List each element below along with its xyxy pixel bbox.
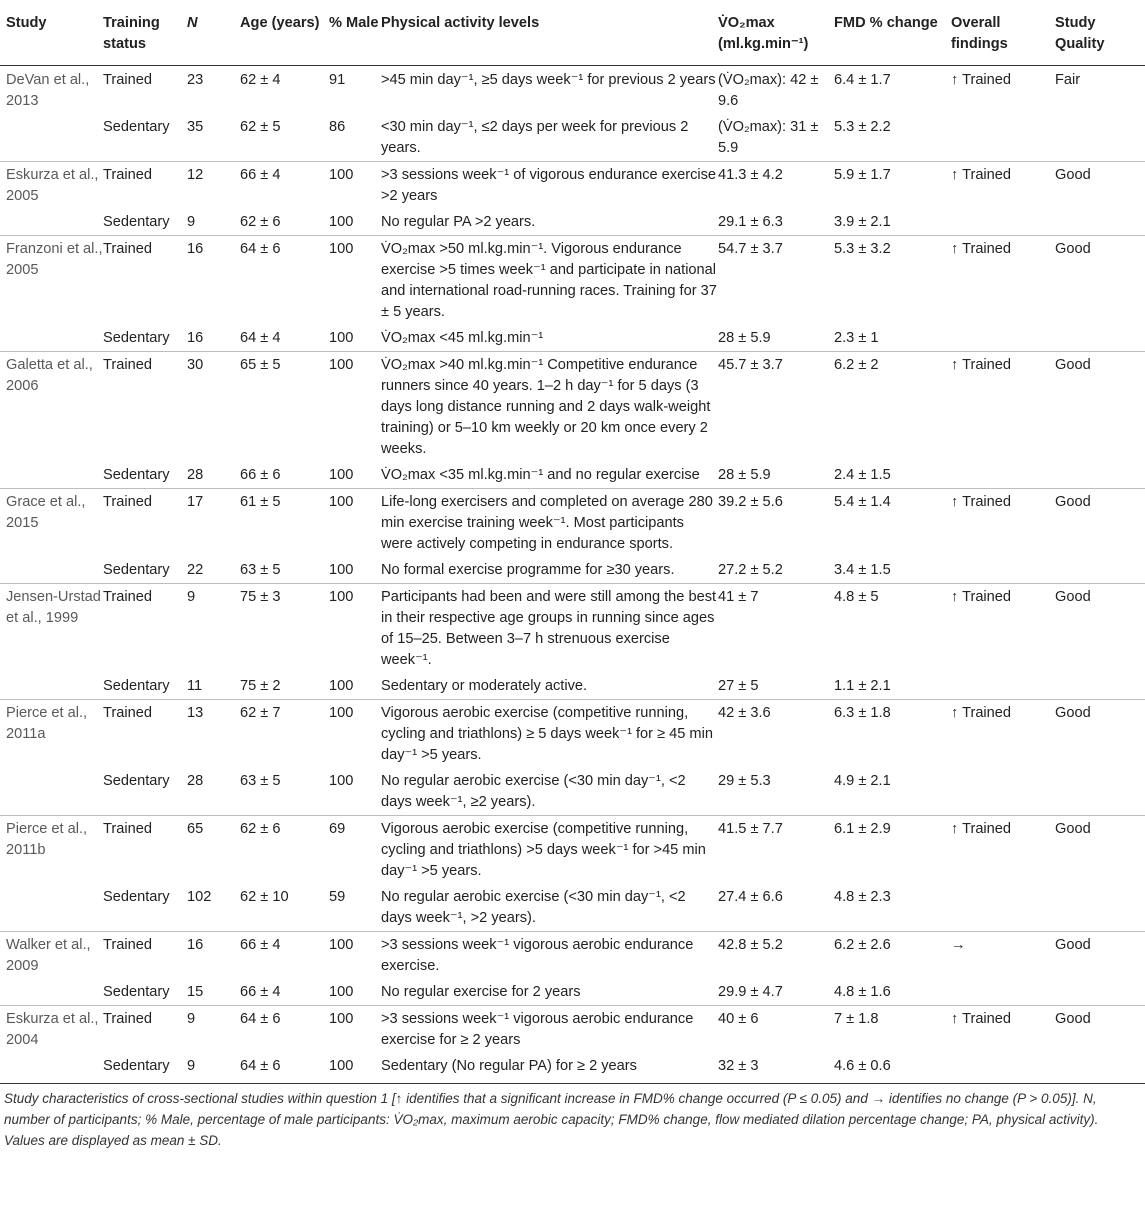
male-cell: 100 [329, 1006, 381, 1054]
n-cell: 16 [187, 932, 240, 980]
overall-findings-cell [951, 209, 1055, 236]
overall-findings-cell [951, 1053, 1055, 1079]
training-status-cell: Sedentary [103, 984, 170, 1000]
training-status-cell: Trained [103, 932, 187, 980]
overall-findings-cell [951, 557, 1055, 584]
age-cell: 75 ± 3 [240, 584, 329, 674]
physical-activity-cell: V̇O₂max <45 ml.kg.min⁻¹ [381, 330, 544, 346]
fmd-cell: 7 ± 1.8 [834, 1006, 951, 1054]
vo2max-cell: 41 ± 7 [718, 584, 834, 674]
table-row [0, 114, 1145, 162]
study-quality-cell [1055, 1053, 1145, 1079]
age-cell: 65 ± 5 [240, 352, 329, 463]
vo2max-cell: 28 ± 5.9 [718, 467, 771, 483]
physical-activity-cell: V̇O₂max >40 ml.kg.min⁻¹ Competitive endurance runners since 40 years. 1–2 h day⁻¹ for 5 days (3 days long distance running and 2 days walk-weight training) or 5–10 km weekly or 20 km once every 2 weeks. [381, 352, 718, 463]
fmd-cell: 4.8 ± 1.6 [834, 984, 891, 1000]
n-cell: 9 [187, 1058, 196, 1074]
training-status-cell: Sedentary [103, 889, 170, 905]
male-cell: 100 [329, 984, 354, 1000]
study-quality-cell [1055, 768, 1145, 816]
table-row [0, 462, 1145, 489]
overall-findings-cell [951, 114, 1055, 162]
physical-activity-cell: <30 min day⁻¹, ≤2 days per week for previous 2 years. [381, 119, 689, 156]
overall-findings-cell [951, 325, 1055, 352]
vo2max-cell: 29.9 ± 4.7 [718, 984, 783, 1000]
vo2max-cell: 29.1 ± 6.3 [718, 214, 783, 230]
age-cell: 66 ± 6 [240, 467, 281, 483]
vo2max-cell: 28 ± 5.9 [718, 330, 771, 346]
table-row [0, 1006, 1145, 1054]
fmd-cell: 2.3 ± 1 [834, 330, 879, 346]
training-status-cell: Sedentary [103, 214, 170, 230]
physical-activity-cell: No regular aerobic exercise (<30 min day⁻¹, <2 days week⁻¹, >2 years). [381, 889, 686, 926]
vo2max-cell: (V̇O₂max): 31 ± 5.9 [718, 119, 819, 156]
age-cell: 66 ± 4 [240, 932, 329, 980]
header-age: Age (years) [240, 0, 329, 66]
physical-activity-cell: Life-long exercisers and completed on average 280 min exercise training week⁻¹. Most participants were actively competing in endurance sports. [381, 489, 718, 558]
physical-activity-cell: No regular PA >2 years. [381, 214, 536, 230]
vo2max-cell: 42 ± 3.6 [718, 700, 834, 769]
study-quality-cell [1055, 979, 1145, 1006]
physical-activity-cell: No regular aerobic exercise (<30 min day⁻¹, <2 days week⁻¹, ≥2 years). [381, 773, 686, 810]
overall-findings-cell [951, 768, 1055, 816]
fmd-cell: 6.2 ± 2 [834, 352, 951, 463]
header-training-status: Training status [103, 0, 187, 66]
fmd-cell: 4.9 ± 2.1 [834, 773, 891, 789]
male-cell: 100 [329, 162, 381, 210]
n-cell: 9 [187, 214, 196, 230]
n-cell: 30 [187, 352, 240, 463]
study-cell: Walker et al., 2009 [0, 932, 103, 980]
training-status-cell: Trained [103, 236, 187, 326]
age-cell: 62 ± 4 [240, 72, 281, 88]
age-cell: 62 ± 7 [240, 700, 329, 769]
fmd-cell: 6.3 ± 1.8 [834, 700, 951, 769]
table-row [0, 557, 1145, 584]
table-row [0, 768, 1145, 816]
training-status-cell: Sedentary [103, 773, 170, 789]
n-cell: 9 [187, 584, 240, 674]
study-quality-cell: Fair [1055, 72, 1081, 88]
table-header [0, 0, 1145, 66]
n-cell: 9 [187, 1006, 240, 1054]
training-status-cell: Trained [103, 700, 187, 769]
study-cell: Eskurza et al., 2004 [0, 1006, 103, 1054]
n-cell: 23 [187, 72, 204, 88]
vo2max-cell: 29 ± 5.3 [718, 773, 771, 789]
male-cell: 100 [329, 1058, 354, 1074]
overall-findings-cell: ↑ Trained [951, 352, 1055, 463]
study-cell: Pierce et al., 2011b [0, 816, 103, 885]
physical-activity-cell: >45 min day⁻¹, ≥5 days week⁻¹ for previous 2 years [381, 72, 716, 88]
age-cell: 62 ± 10 [240, 889, 289, 905]
vo2max-cell: 39.2 ± 5.6 [718, 489, 834, 558]
study-cell [0, 325, 103, 352]
study-quality-cell: Good [1055, 1006, 1145, 1054]
study-quality-cell [1055, 325, 1145, 352]
study-quality-cell [1055, 673, 1145, 700]
table-caption: Study characteristics of cross-sectional studies within question 1 [↑ identifies that a significant increase in FMD% change occurred (P ≤ 0.05) and → identifies no change (P > 0.05)]. N, number of participants; % Male, percentage of male participants: V̇O₂max, maximum aerobic capacity; FMD% change, flow mediated dilation percentage change; PA, physical activity). Values are displayed as mean ± SD. [4, 1091, 1099, 1148]
male-cell: 100 [329, 352, 381, 463]
age-cell: 63 ± 5 [240, 562, 281, 578]
table-row [0, 66, 1145, 115]
training-status-cell: Trained [103, 72, 152, 88]
training-status-cell: Trained [103, 352, 187, 463]
training-status-cell: Sedentary [103, 678, 170, 694]
vo2max-cell: 27 ± 5 [718, 678, 759, 694]
male-cell: 100 [329, 700, 381, 769]
vo2max-cell: 41.5 ± 7.7 [718, 816, 834, 885]
overall-findings-cell [951, 673, 1055, 700]
study-quality-cell: Good [1055, 816, 1145, 885]
table-row [0, 325, 1145, 352]
training-status-cell: Trained [103, 816, 187, 885]
table-body [0, 66, 1145, 1080]
n-cell: 35 [187, 119, 204, 135]
study-quality-cell: Good [1055, 236, 1145, 326]
training-status-cell: Trained [103, 489, 187, 558]
n-cell: 28 [187, 773, 204, 789]
study-cell [0, 114, 103, 162]
table-row [0, 236, 1145, 326]
fmd-cell: 3.4 ± 1.5 [834, 562, 891, 578]
vo2max-cell: 45.7 ± 3.7 [718, 352, 834, 463]
male-cell: 86 [329, 119, 346, 135]
study-cell [0, 1053, 103, 1079]
vo2max-cell: 27.2 ± 5.2 [718, 562, 783, 578]
age-cell: 64 ± 4 [240, 330, 281, 346]
n-cell: 13 [187, 700, 240, 769]
overall-findings-cell: ↑ Trained [951, 584, 1055, 674]
study-quality-cell [1055, 557, 1145, 584]
header-n: N [187, 0, 240, 66]
age-cell: 66 ± 4 [240, 162, 329, 210]
age-cell: 75 ± 2 [240, 678, 281, 694]
fmd-cell: 4.8 ± 2.3 [834, 889, 891, 905]
physical-activity-cell: >3 sessions week⁻¹ of vigorous endurance exercise >2 years [381, 162, 718, 210]
header-male: % Male [329, 0, 381, 66]
overall-findings-cell [951, 884, 1055, 932]
study-quality-cell [1055, 462, 1145, 489]
male-cell: 100 [329, 678, 354, 694]
study-cell: Galetta et al., 2006 [0, 352, 103, 463]
study-quality-cell [1055, 114, 1145, 162]
physical-activity-cell: Sedentary (No regular PA) for ≥ 2 years [381, 1058, 637, 1074]
study-cell [0, 884, 103, 932]
study-cell [0, 673, 103, 700]
physical-activity-cell: Sedentary or moderately active. [381, 678, 588, 694]
physical-activity-cell: No formal exercise programme for ≥30 years. [381, 562, 675, 578]
physical-activity-cell: Vigorous aerobic exercise (competitive running, cycling and triathlons) >5 days week⁻¹ for >45 min day⁻¹ >5 years. [381, 816, 718, 885]
overall-findings-cell: ↑ Trained [951, 162, 1055, 210]
header-study-quality: Study Quality [1055, 0, 1145, 66]
physical-activity-cell: V̇O₂max >50 ml.kg.min⁻¹. Vigorous endurance exercise >5 times week⁻¹ and participate in national and international road-running races. Training for 37 ± 5 years. [381, 236, 718, 326]
overall-findings-cell: → [951, 932, 1055, 980]
physical-activity-cell: No regular exercise for 2 years [381, 984, 581, 1000]
header-study: Study [0, 0, 103, 66]
table-row [0, 700, 1145, 769]
physical-activity-cell: >3 sessions week⁻¹ vigorous aerobic endurance exercise. [381, 932, 718, 980]
table-row [0, 884, 1145, 932]
study-cell: Grace et al., 2015 [0, 489, 103, 558]
n-cell: 17 [187, 489, 240, 558]
physical-activity-cell: V̇O₂max <35 ml.kg.min⁻¹ and no regular exercise [381, 467, 700, 483]
male-cell: 100 [329, 489, 381, 558]
vo2max-cell: 27.4 ± 6.6 [718, 889, 783, 905]
overall-findings-cell: ↑ Trained [951, 236, 1055, 326]
fmd-cell: 2.4 ± 1.5 [834, 467, 891, 483]
study-quality-cell: Good [1055, 489, 1145, 558]
vo2max-cell: 42.8 ± 5.2 [718, 932, 834, 980]
table-row [0, 162, 1145, 210]
training-status-cell: Sedentary [103, 1058, 170, 1074]
header-overall-findings: Overall findings [951, 0, 1055, 66]
table-row [0, 932, 1145, 980]
training-status-cell: Trained [103, 1006, 187, 1054]
study-cell [0, 768, 103, 816]
male-cell: 100 [329, 932, 381, 980]
header-vo2max: V̇O₂max (ml.kg.min⁻¹) [718, 0, 834, 66]
study-quality-cell [1055, 884, 1145, 932]
n-cell: 28 [187, 467, 204, 483]
study-quality-cell: Good [1055, 162, 1145, 210]
study-quality-cell: Good [1055, 352, 1145, 463]
study-quality-cell [1055, 209, 1145, 236]
study-cell [0, 209, 103, 236]
n-cell: 16 [187, 236, 240, 326]
table-row [0, 584, 1145, 674]
training-status-cell: Sedentary [103, 119, 170, 135]
male-cell: 100 [329, 467, 354, 483]
vo2max-cell: 32 ± 3 [718, 1058, 759, 1074]
age-cell: 62 ± 6 [240, 214, 281, 230]
male-cell: 100 [329, 584, 381, 674]
study-cell [0, 979, 103, 1006]
fmd-cell: 5.3 ± 2.2 [834, 119, 891, 135]
age-cell: 64 ± 6 [240, 1006, 329, 1054]
table-row [0, 489, 1145, 558]
study-cell: Eskurza et al., 2005 [0, 162, 103, 210]
male-cell: 91 [329, 72, 346, 88]
n-cell: 65 [187, 816, 240, 885]
table-row [0, 209, 1145, 236]
vo2max-cell: 54.7 ± 3.7 [718, 236, 834, 326]
age-cell: 62 ± 5 [240, 119, 281, 135]
overall-findings-cell: ↑ Trained [951, 489, 1055, 558]
study-cell: Franzoni et al., 2005 [0, 236, 103, 326]
age-cell: 62 ± 6 [240, 816, 329, 885]
study-cell: Jensen-Urstad et al., 1999 [0, 584, 103, 674]
fmd-cell: 3.9 ± 2.1 [834, 214, 891, 230]
age-cell: 63 ± 5 [240, 773, 281, 789]
male-cell: 59 [329, 889, 346, 905]
training-status-cell: Sedentary [103, 330, 170, 346]
vo2max-cell: (V̇O₂max): 42 ± 9.6 [718, 72, 819, 109]
training-status-cell: Sedentary [103, 562, 170, 578]
header-fmd: FMD % change [834, 0, 951, 66]
fmd-cell: 5.3 ± 3.2 [834, 236, 951, 326]
male-cell: 100 [329, 330, 354, 346]
physical-activity-cell: >3 sessions week⁻¹ vigorous aerobic endurance exercise for ≥ 2 years [381, 1006, 718, 1054]
overall-findings-cell [951, 979, 1055, 1006]
table-row [0, 979, 1145, 1006]
physical-activity-cell: Participants had been and were still among the best in their respective age groups in running since ages of 15–25. Between 3–7 h strenuous exercise week⁻¹. [381, 584, 718, 674]
overall-findings-cell [951, 462, 1055, 489]
n-cell: 15 [187, 984, 204, 1000]
table-row [0, 1053, 1145, 1079]
fmd-cell: 5.4 ± 1.4 [834, 489, 951, 558]
overall-findings-cell: ↑ Trained [951, 816, 1055, 885]
study-quality-cell: Good [1055, 584, 1145, 674]
age-cell: 64 ± 6 [240, 1058, 281, 1074]
study-cell [0, 557, 103, 584]
study-cell: Pierce et al., 2011a [0, 700, 103, 769]
study-quality-cell: Good [1055, 700, 1145, 769]
fmd-cell: 5.9 ± 1.7 [834, 162, 951, 210]
n-cell: 12 [187, 162, 240, 210]
vo2max-cell: 40 ± 6 [718, 1006, 834, 1054]
male-cell: 100 [329, 562, 354, 578]
training-status-cell: Trained [103, 162, 187, 210]
male-cell: 100 [329, 773, 354, 789]
n-cell: 22 [187, 562, 204, 578]
male-cell: 69 [329, 816, 381, 885]
n-cell: 102 [187, 889, 212, 905]
study-cell [0, 462, 103, 489]
fmd-cell: 6.2 ± 2.6 [834, 932, 951, 980]
n-cell: 11 [187, 678, 203, 694]
table-row [0, 673, 1145, 700]
study-cell: DeVan et al., 2013 [6, 72, 90, 109]
fmd-cell: 1.1 ± 2.1 [834, 678, 891, 694]
overall-findings-cell: ↑ Trained [951, 700, 1055, 769]
table-row [0, 816, 1145, 885]
study-quality-cell: Good [1055, 932, 1145, 980]
fmd-cell: 6.4 ± 1.7 [834, 72, 891, 88]
age-cell: 61 ± 5 [240, 489, 329, 558]
overall-findings-cell: ↑ Trained [951, 1006, 1055, 1054]
vo2max-cell: 41.3 ± 4.2 [718, 162, 834, 210]
training-status-cell: Trained [103, 584, 187, 674]
n-cell: 16 [187, 330, 204, 346]
overall-findings-cell: ↑ Trained [951, 72, 1012, 88]
table-row [0, 352, 1145, 463]
fmd-cell: 6.1 ± 2.9 [834, 816, 951, 885]
training-status-cell: Sedentary [103, 467, 170, 483]
male-cell: 100 [329, 236, 381, 326]
fmd-cell: 4.6 ± 0.6 [834, 1058, 891, 1074]
physical-activity-cell: Vigorous aerobic exercise (competitive running, cycling and triathlons) ≥ 5 days week⁻¹ for ≥ 45 min day⁻¹ >5 years. [381, 700, 718, 769]
header-physical-activity: Physical activity levels [381, 0, 718, 66]
age-cell: 64 ± 6 [240, 236, 329, 326]
fmd-cell: 4.8 ± 5 [834, 584, 951, 674]
male-cell: 100 [329, 214, 354, 230]
age-cell: 66 ± 4 [240, 984, 281, 1000]
